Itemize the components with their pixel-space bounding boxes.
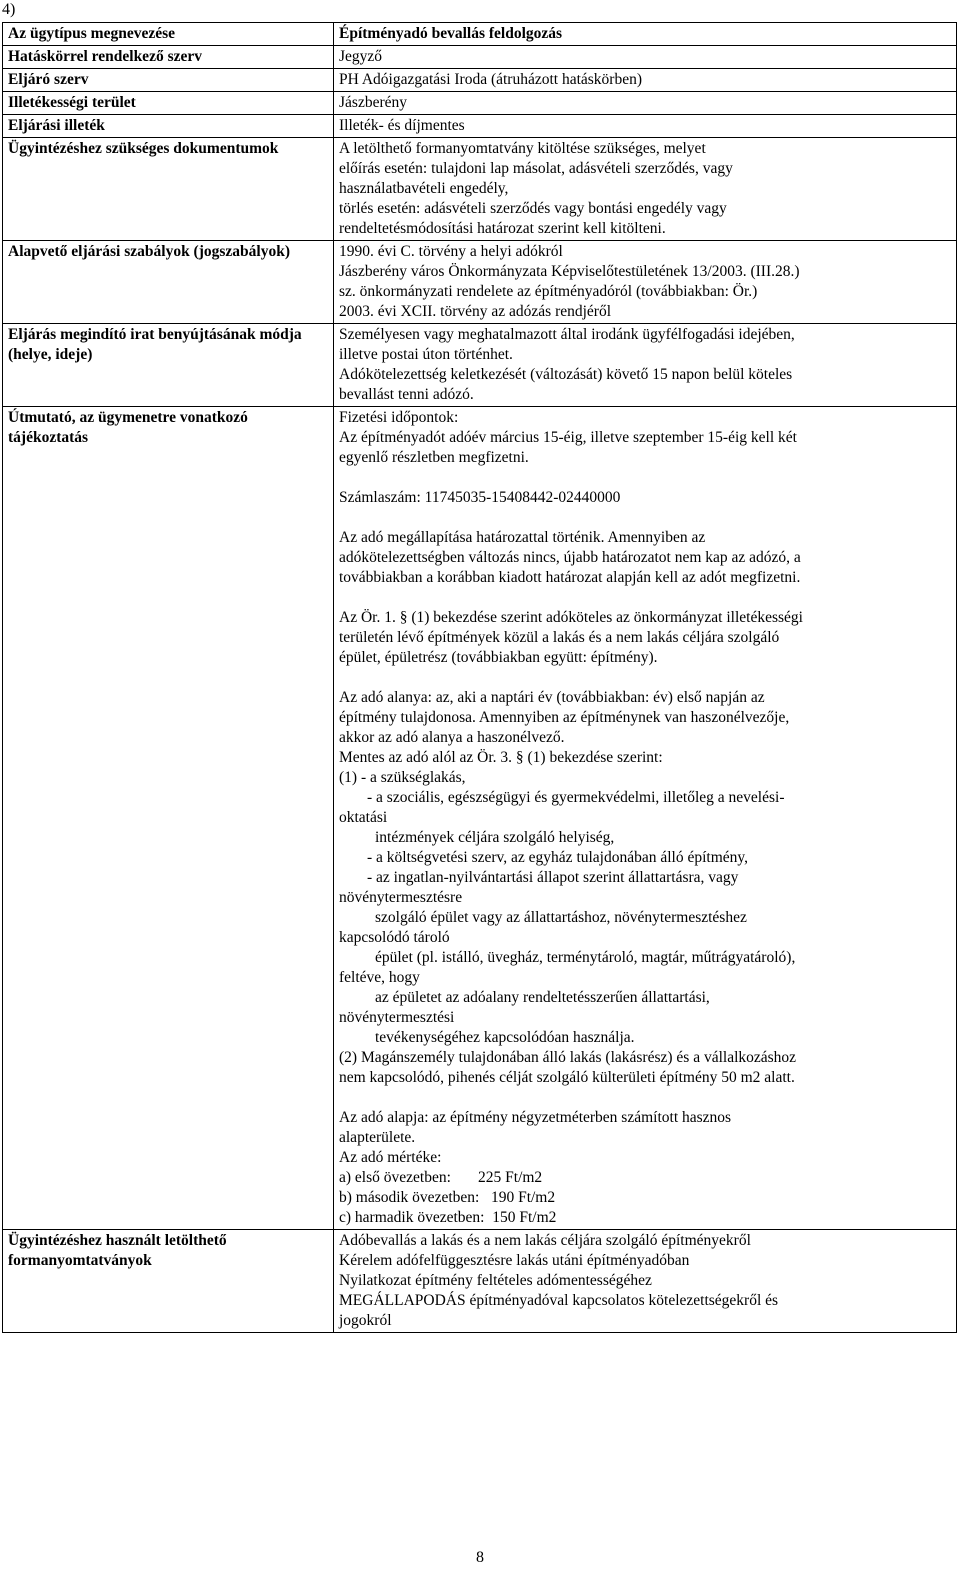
account-number: Számlaszám: 11745035-15408442-02440000 [339, 489, 621, 506]
row-value: Jegyző [334, 46, 957, 69]
text-line: rendeltetésmódosítási határozat szerint kell kitölteni. [339, 220, 666, 237]
row-label: Illetékességi terület [3, 92, 334, 115]
exemption-line: nem kapcsolódó, pihenés célját szolgáló külterületi építmény 50 m2 alatt. [339, 1069, 795, 1086]
exemption-line: - az ingatlan-nyilvántartási állapot szerint állattartásra, vagy [367, 869, 739, 886]
text-line: akkor az adó alanya a haszonélvező. [339, 729, 565, 746]
row-label: Eljáró szerv [3, 69, 334, 92]
text-line: továbbiakban a korábban kiadott határozat alapján kell az adót megfizetni. [339, 569, 801, 586]
text-line: területén lévő építmények közül a lakás és a nem lakás céljára szolgáló [339, 629, 780, 646]
exemption-line: (2) Magánszemély tulajdonában álló lakás (lakásrész) és a vállalkozáshoz [339, 1049, 797, 1066]
row-label: Az ügytípus megnevezése [3, 23, 334, 46]
table-row [3, 46, 957, 69]
text-line: bevallást tenni adózó. [339, 386, 474, 403]
table-row [3, 23, 957, 46]
form-link[interactable]: Kérelem adófelfüggesztésre lakás utáni építményadóban [339, 1252, 690, 1269]
table-row [3, 324, 957, 407]
text-line: c) harmadik övezetben: 150 Ft/m2 [339, 1209, 557, 1226]
table-row [3, 115, 957, 138]
case-info-table [2, 22, 957, 1333]
form-link[interactable]: MEGÁLLAPODÁS építményadóval kapcsolatos kötelezettségekről és [339, 1292, 779, 1309]
text-line: Az adó mértéke: [339, 1149, 442, 1166]
exemption-line: - a szociális, egészségügyi és gyermekvédelmi, illetőleg a nevelési- [367, 789, 785, 806]
forms-label: Ügyintézéshez használt letölthető formanyomtatványok [3, 1230, 334, 1333]
guidance-label: Útmutató, az ügymenetre vonatkozó tájékoztatás [3, 407, 334, 1230]
exemption-line: növénytermesztésre [339, 889, 463, 906]
text-line: a) első övezetben: 225 Ft/m2 [339, 1169, 543, 1186]
text-line: építmény tulajdonosa. Amennyiben az építménynek van haszonélvezője, [339, 709, 790, 726]
text-line: Jászberény város Önkormányzata Képviselőtestületének 13/2003. (III.28.) [339, 263, 800, 280]
text-line: előírás esetén: tulajdoni lap másolat, adásvételi szerződés, vagy [339, 160, 733, 177]
row-value: Illeték- és díjmentes [334, 115, 957, 138]
exemption-line: - a költségvetési szerv, az egyház tulajdonában álló építmény, [367, 849, 749, 866]
exemption-line: intézmények céljára szolgáló helyiség, [375, 829, 615, 846]
row-label: Eljárási illeték [3, 115, 334, 138]
row-value: Építményadó bevallás feldolgozás [334, 23, 957, 46]
exemption-line: szolgáló épület vagy az állattartáshoz, növénytermesztéshez [375, 909, 747, 926]
exemption-line: kapcsolódó tároló [339, 929, 450, 946]
submission-value [334, 324, 957, 407]
text-line: Az adó megállapítása határozattal történik. Amennyiben az [339, 529, 706, 546]
text-line: Adókötelezettség keletkezését (változását) követő 15 napon belül köteles [339, 366, 793, 383]
text-line: épület, épületrész (továbbiakban együtt: építmény). [339, 649, 658, 666]
forms-value [334, 1230, 957, 1333]
documents-value [334, 138, 957, 241]
row-value: Jászberény [334, 92, 957, 115]
table-row [3, 241, 957, 324]
form-link[interactable]: Nyilatkozat építmény feltételes adómentességéhez [339, 1272, 652, 1289]
submission-label: Eljárás megindító irat benyújtásának módja (helye, ideje) [3, 324, 334, 407]
guidance-value [334, 407, 957, 1230]
documents-label: Ügyintézéshez szükséges dokumentumok [3, 138, 334, 241]
text-line: Mentes az adó alól az Ör. 3. § (1) bekezdése szerint: [339, 749, 663, 766]
text-line: sz. önkormányzati rendelete az építményadóról (továbbiakban: Ör.) [339, 283, 758, 300]
row-label: Hatáskörrel rendelkező szerv [3, 46, 334, 69]
table-row [3, 1230, 957, 1333]
text-line: Az adó alanya: az, aki a naptári év (továbbiakban: év) első napján az [339, 689, 765, 706]
rules-value [334, 241, 957, 324]
exemption-line: feltéve, hogy [339, 969, 420, 986]
table-row [3, 92, 957, 115]
text-line: használatbavételi engedély, [339, 180, 509, 197]
text-line: Az Ör. 1. § (1) bekezdése szerint adóköteles az önkormányzat illetékességi [339, 609, 803, 626]
table-row [3, 138, 957, 241]
page-label: 4) [2, 1, 16, 18]
text-line: törlés esetén: adásvételi szerződés vagy bontási engedély vagy [339, 200, 727, 217]
text-line: alapterülete. [339, 1129, 416, 1146]
text-line: egyenlő részletben megfizetni. [339, 449, 529, 466]
rules-label: Alapvető eljárási szabályok (jogszabályok) [3, 241, 334, 324]
payment-title: Fizetési időpontok: [339, 409, 459, 426]
text-line: adókötelezettségben változás nincs, újabb határozatot nem kap az adózó, a [339, 549, 801, 566]
table-row [3, 407, 957, 1230]
text-line: Az adó alapja: az építmény négyzetméterben számított hasznos [339, 1109, 732, 1126]
page-number: 8 [476, 1549, 484, 1566]
text-line: Személyesen vagy meghatalmazott által irodánk ügyfélfogadási idejében, [339, 326, 795, 343]
row-value: PH Adóigazgatási Iroda (átruházott hatáskörben) [334, 69, 957, 92]
text-line: (1) - a szükséglakás, [339, 769, 466, 786]
table-row [3, 69, 957, 92]
exemption-list [339, 788, 951, 1088]
text-line: Az építményadót adóév március 15-éig, illetve szeptember 15-éig kell két [339, 429, 797, 446]
form-link[interactable]: Adóbevallás a lakás és a nem lakás céljára szolgáló építményekről [339, 1232, 751, 1249]
exemption-line: növénytermesztési [339, 1009, 455, 1026]
exemption-line: tevékenységéhez kapcsolódóan használja. [375, 1029, 635, 1046]
text-line: 1990. évi C. törvény a helyi adókról [339, 243, 563, 260]
exemption-line: az épületet az adóalany rendeltetésszerűen állattartási, [375, 989, 710, 1006]
form-link[interactable]: jogokról [339, 1312, 392, 1329]
text-line: A letölthető formanyomtatvány kitöltése szükséges, melyet [339, 140, 706, 157]
text-line: 2003. évi XCII. törvény az adózás rendjéről [339, 303, 612, 320]
text-line: b) második övezetben: 190 Ft/m2 [339, 1189, 556, 1206]
text-line: illetve postai úton történhet. [339, 346, 513, 363]
exemption-line: oktatási [339, 809, 388, 826]
exemption-line: épület (pl. istálló, üvegház, terménytároló, magtár, műtrágyatároló), [375, 949, 796, 966]
